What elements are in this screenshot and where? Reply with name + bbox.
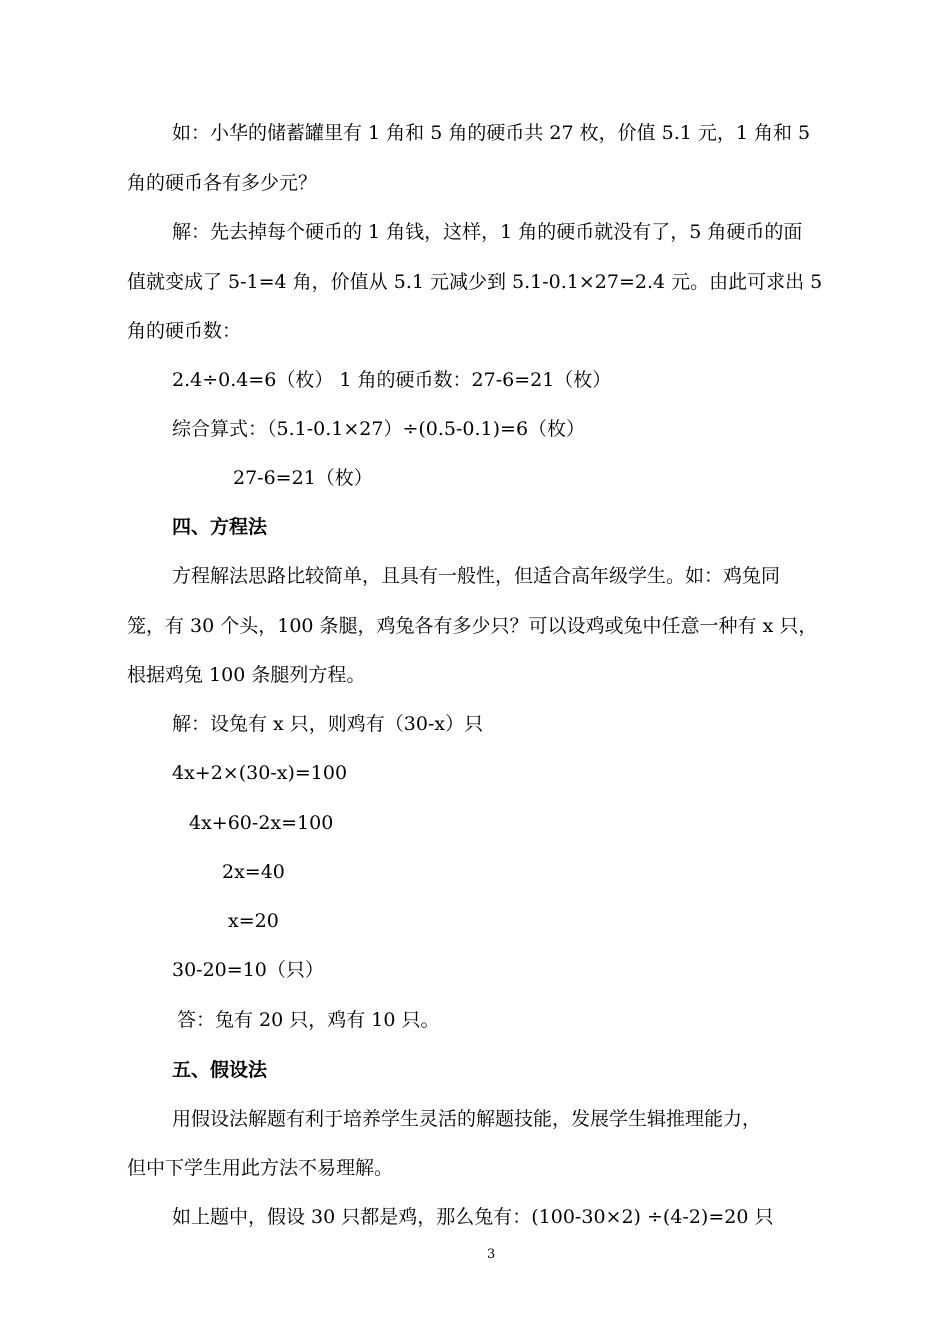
paragraph-line: 但中下学生用此方法不易理解。	[127, 1157, 394, 1179]
section-heading: 五、假设法	[172, 1059, 268, 1081]
equation-line: 2.4÷0.4=6（枚） 1 角的硬币数：27-6=21（枚）	[172, 369, 612, 391]
equation-line: 30-20=10（只）	[172, 959, 324, 981]
paragraph-line: 值就变成了 5-1=4 角，价值从 5.1 元减少到 5.1-0.1×27=2.4 元。由此可求出 5	[127, 271, 823, 293]
equation-line: 27-6=21（枚）	[233, 467, 373, 489]
paragraph-line: 角的硬币各有多少元？	[127, 172, 318, 194]
paragraph-line: 解：先去掉每个硬币的 1 角钱，这样，1 角的硬币就没有了，5 角硬币的面	[172, 221, 803, 243]
equation-line: 2x=40	[222, 861, 285, 883]
equation-line: 4x+2×(30-x)=100	[172, 762, 348, 784]
paragraph-line: 方程解法思路比较简单，且具有一般性，但适合高年级学生。如：鸡兔同	[172, 565, 781, 587]
paragraph-line: 如上题中，假设 30 只都是鸡，那么兔有：(100-30×2) ÷(4-2)=20 只	[172, 1206, 774, 1228]
paragraph-line: 解：设兔有 x 只，则鸡有（30-x）只	[172, 713, 484, 735]
section-heading: 四、方程法	[172, 516, 268, 538]
paragraph-line: 用假设法解题有利于培养学生灵活的解题技能，发展学生辑推理能力，	[172, 1108, 762, 1130]
equation-line: 综合算式：（5.1-0.1×27）÷(0.5-0.1)=6（枚）	[172, 418, 586, 440]
equation-line: 4x+60-2x=100	[189, 812, 334, 834]
page-number: 3	[487, 1247, 496, 1262]
paragraph-line: 如：小华的储蓄罐里有 1 角和 5 角的硬币共 27 枚，价值 5.1 元，1 角和 5	[172, 122, 811, 144]
equation-line: x=20	[228, 910, 279, 932]
paragraph-line: 根据鸡兔 100 条腿列方程。	[127, 664, 366, 686]
paragraph-line: 角的硬币数：	[127, 320, 242, 342]
paragraph-line: 笼，有 30 个头，100 条腿，鸡兔各有多少只？可以设鸡或兔中任意一种有 x 只，	[127, 615, 818, 637]
answer-line: 答：兔有 20 只，鸡有 10 只。	[177, 1009, 440, 1031]
